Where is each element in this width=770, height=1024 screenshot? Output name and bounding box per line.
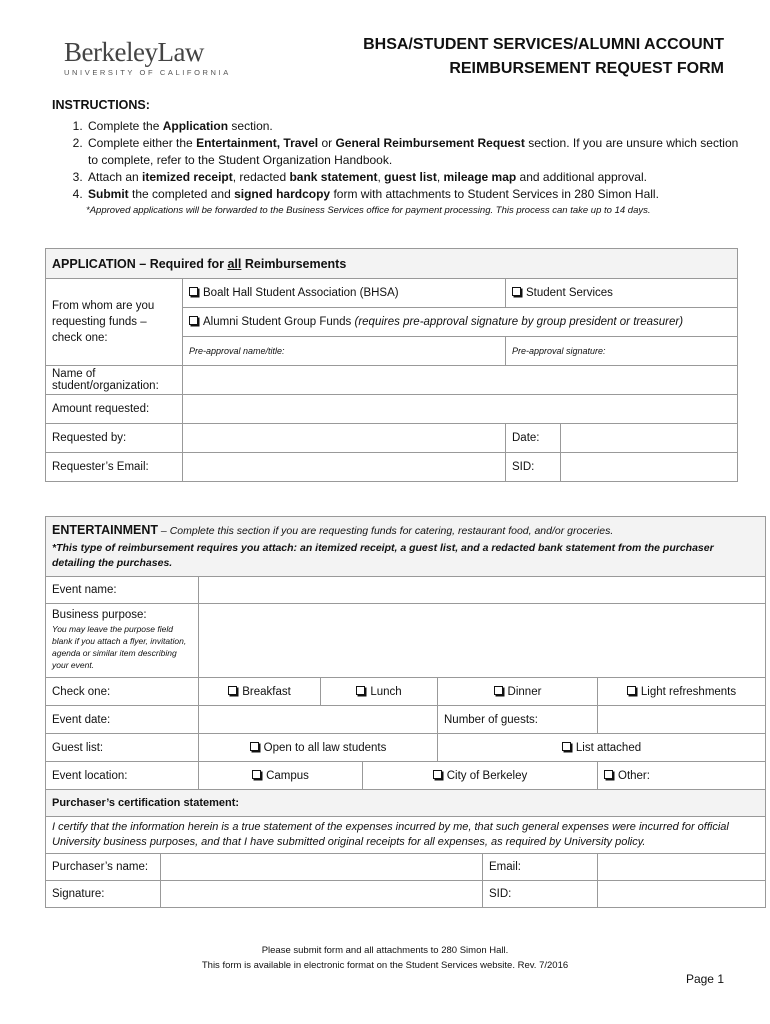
checkbox-icon[interactable]	[433, 770, 442, 779]
event-name-label: Event name:	[46, 577, 199, 604]
checkbox-icon[interactable]	[189, 287, 198, 296]
instruction-item: 1. Complete the Application section.	[86, 118, 742, 135]
signature-label: Signature:	[46, 881, 161, 908]
breakfast-option[interactable]: Breakfast	[199, 678, 321, 706]
name-label: Name of student/organization:	[46, 366, 183, 395]
name-field[interactable]	[183, 366, 738, 395]
num-guests-field[interactable]	[598, 706, 766, 734]
event-date-field[interactable]	[199, 706, 438, 734]
certification-heading: Purchaser’s certification statement:	[46, 790, 766, 817]
signature-field[interactable]	[161, 881, 483, 908]
dinner-option[interactable]: Dinner	[438, 678, 598, 706]
date-field[interactable]	[561, 424, 738, 453]
campus-option[interactable]: Campus	[199, 762, 363, 790]
sid-field[interactable]	[561, 453, 738, 482]
other-option[interactable]: Other:	[598, 762, 766, 790]
checkbox-icon[interactable]	[604, 770, 613, 779]
alumni-option[interactable]: Alumni Student Group Funds (requires pre-approval signature by group president or treasurer)	[183, 308, 738, 337]
application-heading: APPLICATION – Required for all Reimbursements	[46, 249, 738, 279]
event-date-label: Event date:	[46, 706, 199, 734]
email-field[interactable]	[183, 453, 506, 482]
preapproval-signature-field[interactable]: Pre-approval signature:	[506, 337, 738, 366]
purchaser-name-field[interactable]	[161, 854, 483, 881]
instruction-item: 4. Submit the completed and signed hardcopy form with attachments to Student Services in 280 Simon Hall.	[86, 186, 742, 203]
purchaser-email-field[interactable]	[598, 854, 766, 881]
requested-by-field[interactable]	[183, 424, 506, 453]
logo-subtitle: UNIVERSITY OF CALIFORNIA	[64, 68, 231, 77]
guest-list-label: Guest list:	[46, 734, 199, 762]
light-refreshments-option[interactable]: Light refreshments	[598, 678, 766, 706]
entertainment-requirement: *This type of reimbursement requires you attach: an itemized receipt, a guest list, and a redacted bank statement from the purchaser detailing the purchases.	[52, 542, 714, 569]
purchaser-sid-field[interactable]	[598, 881, 766, 908]
instructions-note: *Approved applications will be forwarded to the Business Services office for payment processing. This process can take up to 14 days.	[86, 205, 651, 216]
list-attached-option[interactable]: List attached	[438, 734, 766, 762]
business-purpose-label: Business purpose: You may leave the purpose field blank if you attach a flyer, invitation, agenda or similar item describing your event.	[46, 604, 199, 678]
from-whom-label: From whom are you requesting funds – check one:	[46, 279, 183, 366]
instructions-heading: INSTRUCTIONS:	[52, 98, 150, 112]
bhsa-option[interactable]: Boalt Hall Student Association (BHSA)	[183, 279, 506, 308]
purpose-note: You may leave the purpose field blank if you attach a flyer, invitation, agenda or similar item describing your event.	[52, 624, 187, 670]
instruction-item: 2. Complete either the Entertainment, Travel or General Reimbursement Request section. If you are unsure which section to complete, refer to the Student Organization Handbook.	[86, 135, 742, 169]
instructions-section	[52, 98, 742, 216]
lunch-option[interactable]: Lunch	[321, 678, 438, 706]
form-title	[363, 33, 724, 81]
meal-check-label: Check one:	[46, 678, 199, 706]
date-label: Date:	[506, 424, 561, 453]
instruction-item: 3. Attach an itemized receipt, redacted bank statement, guest list, mileage map and additional approval.	[86, 169, 742, 186]
sid-label: SID:	[506, 453, 561, 482]
amount-label: Amount requested:	[46, 395, 183, 424]
city-option[interactable]: City of Berkeley	[363, 762, 598, 790]
entertainment-heading: ENTERTAINMENT – Complete this section if you are requesting funds for catering, restaurant food, and/or groceries. *This type of reimbursement requires you attach: an itemized receipt, a guest list, and a redacted bank statement from the purchaser detailing the purchases.	[46, 517, 766, 577]
footer-line1: Please submit form and all attachments to 280 Simon Hall.	[261, 945, 509, 956]
num-guests-label: Number of guests:	[438, 706, 598, 734]
checkbox-icon[interactable]	[512, 287, 521, 296]
checkbox-icon[interactable]	[562, 742, 571, 751]
amount-field[interactable]	[183, 395, 738, 424]
checkbox-icon[interactable]	[494, 686, 503, 695]
business-purpose-field[interactable]	[199, 604, 766, 678]
checkbox-icon[interactable]	[250, 742, 259, 751]
instructions-list	[52, 118, 742, 203]
form-title-line1: BHSA/STUDENT SERVICES/ALUMNI ACCOUNT	[363, 36, 724, 53]
purchaser-name-label: Purchaser’s name:	[46, 854, 161, 881]
event-name-field[interactable]	[199, 577, 766, 604]
email-label: Requester’s Email:	[46, 453, 183, 482]
logo-wordmark: BerkeleyLaw	[64, 37, 204, 67]
form-title-line2: REIMBURSEMENT REQUEST FORM	[449, 60, 724, 77]
footer-line2: This form is available in electronic format on the Student Services website. Rev. 7/2016	[201, 960, 569, 971]
event-location-label: Event location:	[46, 762, 199, 790]
page-number: Page 1	[685, 972, 724, 986]
berkeley-law-logo	[64, 38, 231, 77]
entertainment-table	[45, 516, 766, 908]
checkbox-icon[interactable]	[228, 686, 237, 695]
purchaser-sid-label: SID:	[483, 881, 598, 908]
footer	[0, 943, 770, 973]
application-table	[45, 248, 738, 482]
checkbox-icon[interactable]	[627, 686, 636, 695]
requested-by-label: Requested by:	[46, 424, 183, 453]
checkbox-icon[interactable]	[252, 770, 261, 779]
preapproval-name-field[interactable]: Pre-approval name/title:	[183, 337, 506, 366]
checkbox-icon[interactable]	[356, 686, 365, 695]
checkbox-icon[interactable]	[189, 316, 198, 325]
student-services-option[interactable]: Student Services	[506, 279, 738, 308]
purchaser-email-label: Email:	[483, 854, 598, 881]
open-to-all-option[interactable]: Open to all law students	[199, 734, 438, 762]
certification-text: I certify that the information herein is a true statement of the expenses incurred by me, that such general expenses were incurred for official University business purposes, and that I have submitted original receipts for all expenses, as required by University policy.	[46, 817, 766, 854]
